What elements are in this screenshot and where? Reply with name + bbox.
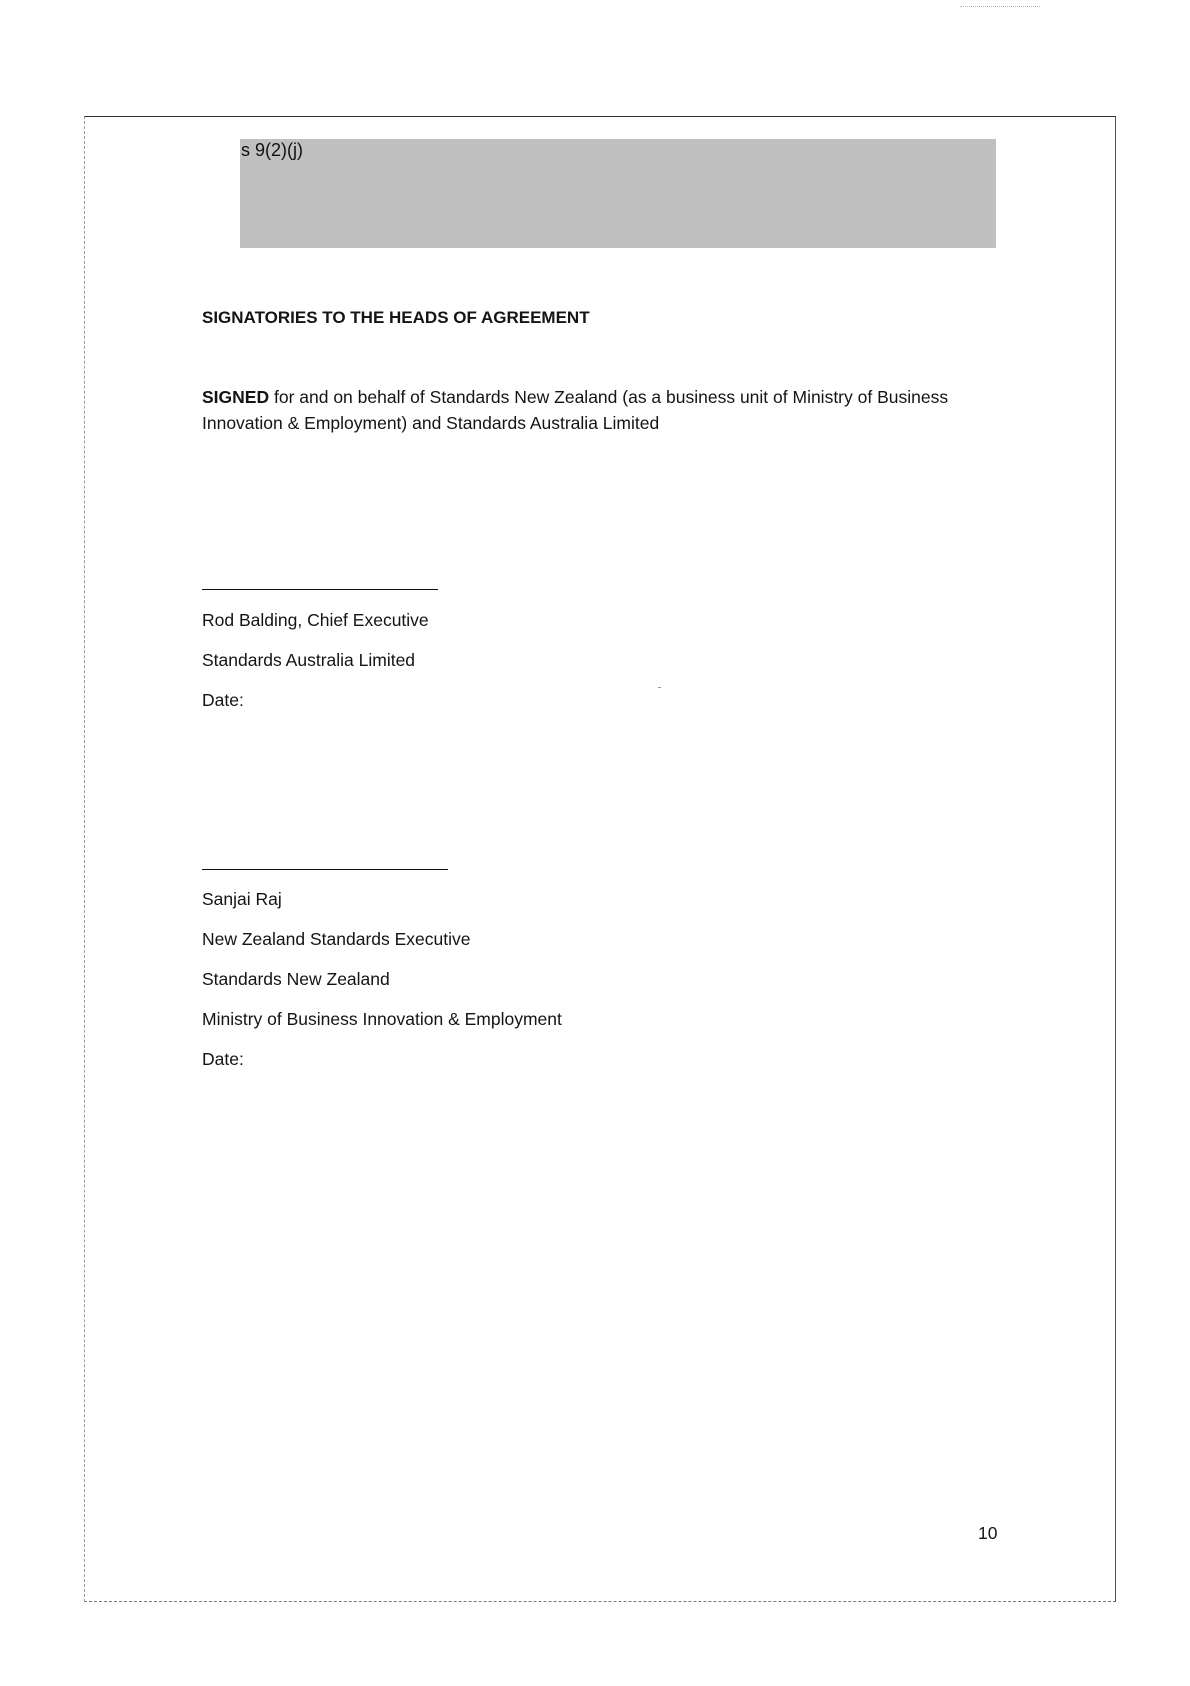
signatory-2-title: New Zealand Standards Executive [202, 929, 471, 949]
signed-text: for and on behalf of Standards New Zealand (as a business unit of Ministry of Business Innovation & Employment) and Standards Australia Limited [202, 387, 949, 433]
signatory-2-name: Sanjai Raj [202, 889, 282, 909]
signatory-1-name: Rod Balding, Chief Executive [202, 610, 429, 630]
signature-line-1 [202, 589, 438, 590]
page-frame [84, 116, 1116, 1602]
redaction-label: s 9(2)(j) [241, 140, 303, 160]
section-heading: SIGNATORIES TO THE HEADS OF AGREEMENT [202, 308, 590, 327]
signatory-2-organisation: Standards New Zealand [202, 969, 390, 989]
signed-paragraph [202, 384, 1002, 436]
signatory-2-date: Date: [202, 1049, 244, 1069]
signature-line-2 [202, 869, 448, 870]
scan-artifact [960, 6, 1040, 9]
signatory-2-ministry: Ministry of Business Innovation & Employment [202, 1009, 562, 1029]
page-number: 10 [978, 1523, 998, 1543]
signatory-1-organisation: Standards Australia Limited [202, 650, 416, 670]
signed-lead: SIGNED [202, 387, 270, 407]
redaction-block [240, 139, 996, 248]
scan-speck [658, 687, 661, 688]
signatory-1-date: Date: [202, 690, 244, 710]
